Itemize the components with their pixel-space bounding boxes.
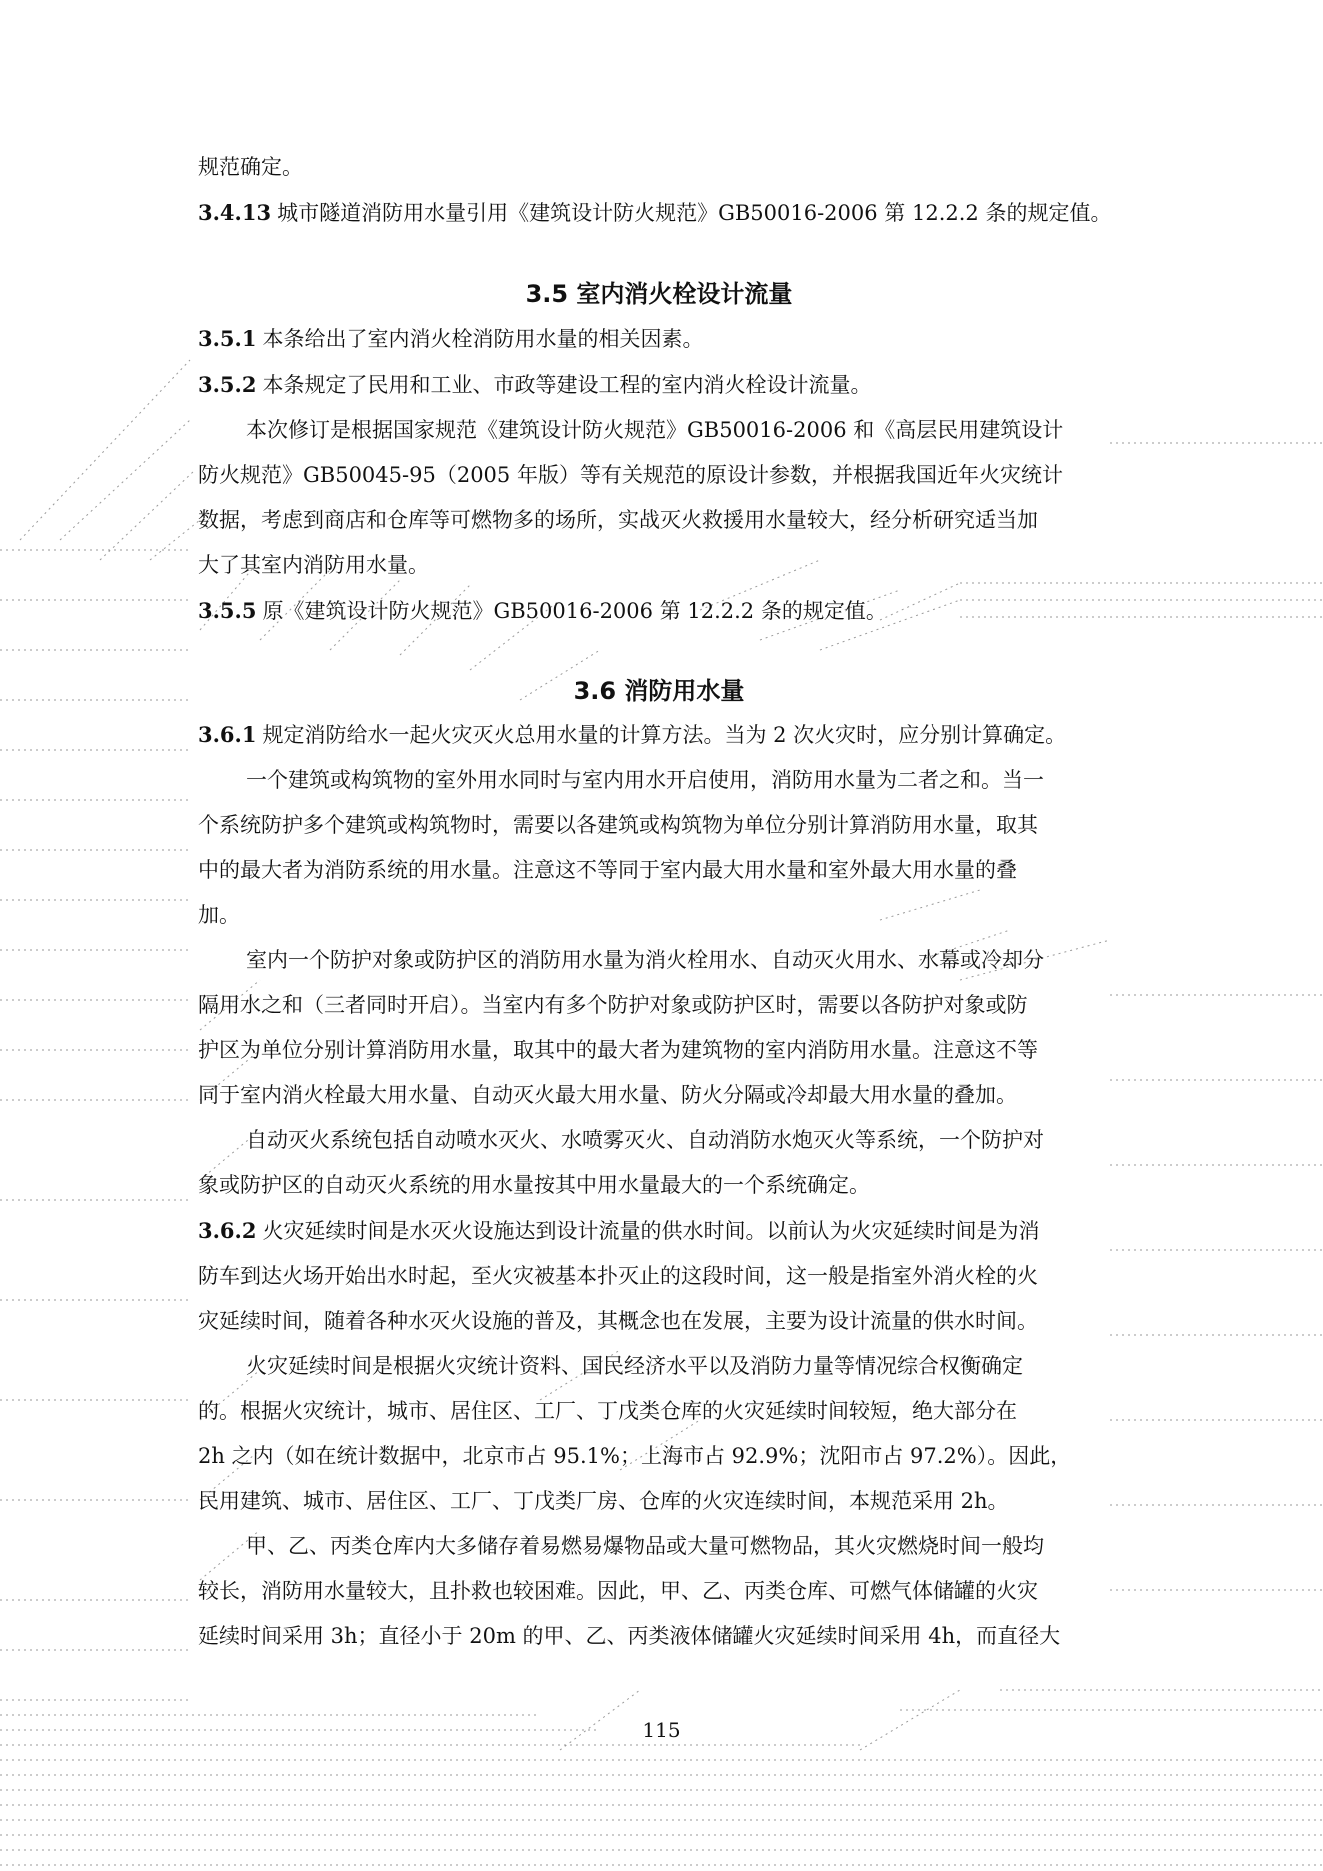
clause-3-5-5 <box>198 588 1120 634</box>
clause-number: 3.4.13 <box>198 200 272 225</box>
paragraph-line: 民用建筑、城市、居住区、工厂、丁戊类厂房、仓库的火灾连续时间，本规范采用 2h。 <box>198 1489 1009 1513</box>
clause-text: 火灾延续时间是水灭火设施达到设计流量的供水时间。以前认为火灾延续时间是为消 <box>262 1219 1040 1243</box>
paragraph-line: 本次修订是根据国家规范《建筑设计防火规范》GB50016-2006 和《高层民用建筑设计 <box>246 418 1064 442</box>
clause-text: 本条给出了室内消火栓消防用水量的相关因素。 <box>262 327 704 351</box>
page-number: 115 <box>642 1718 681 1742</box>
document-body <box>198 145 1120 1659</box>
paragraph-line: 甲、乙、丙类仓库内大多储存着易燃易爆物品或大量可燃物品，其火灾燃烧时间一般均 <box>246 1534 1044 1558</box>
clause-text: 本条规定了民用和工业、市政等建设工程的室内消火栓设计流量。 <box>262 373 872 397</box>
paragraph-line: 个系统防护多个建筑或构筑物时，需要以各建筑或构筑物为单位分别计算消防用水量，取其 <box>198 813 1038 837</box>
paragraph-line: 一个建筑或构筑物的室外用水同时与室内用水开启使用，消防用水量为二者之和。当一 <box>246 768 1044 792</box>
paragraph-line: 护区为单位分别计算消防用水量，取其中的最大者为建筑物的室内消防用水量。注意这不等 <box>198 1038 1038 1062</box>
clause-number: 3.6.2 <box>198 1218 257 1243</box>
paragraph-line: 的。根据火灾统计，城市、居住区、工厂、丁戊类仓库的火灾延续时间较短，绝大部分在 <box>198 1399 1017 1423</box>
paragraph-line: 隔用水之和（三者同时开启）。当室内有多个防护对象或防护区时，需要以各防护对象或防 <box>198 993 1028 1017</box>
paragraph-line: 火灾延续时间是根据火灾统计资料、国民经济水平以及消防力量等情况综合权衡确定 <box>246 1354 1023 1378</box>
section-heading-3-5: 3.5 室内消火栓设计流量 <box>525 280 793 308</box>
paragraph-line: 加。 <box>198 903 240 927</box>
clause-number: 3.5.5 <box>198 598 257 623</box>
clause-text: 规定消防给水一起火灾灭火总用水量的计算方法。当为 2 次火灾时，应分别计算确定。 <box>262 723 1067 747</box>
paragraph-line: 象或防护区的自动灭火系统的用水量按其中用水量最大的一个系统确定。 <box>198 1173 870 1197</box>
clause-3-6-1 <box>198 712 1120 758</box>
clause-3-6-2 <box>198 1208 1120 1254</box>
clause-3-5-2 <box>198 362 1120 408</box>
section-heading-3-6: 3.6 消防用水量 <box>573 677 745 705</box>
paragraph-line: 灾延续时间，随着各种水灭火设施的普及，其概念也在发展，主要为设计流量的供水时间。 <box>198 1309 1038 1333</box>
continued-line: 规范确定。 <box>198 155 303 179</box>
paragraph-line: 较长，消防用水量较大，且扑救也较困难。因此，甲、乙、丙类仓库、可燃气体储罐的火灾 <box>198 1579 1038 1603</box>
paragraph-line: 延续时间采用 3h；直径小于 20m 的甲、乙、丙类液体储罐火灾延续时间采用 4h，而直径大 <box>198 1624 1061 1648</box>
clause-3-5-1 <box>198 316 1120 362</box>
clause-number: 3.5.2 <box>198 372 257 397</box>
paragraph-line: 同于室内消火栓最大用水量、自动灭火最大用水量、防火分隔或冷却最大用水量的叠加。 <box>198 1083 1017 1107</box>
clause-number: 3.5.1 <box>198 326 257 351</box>
paragraph-line: 中的最大者为消防系统的用水量。注意这不等同于室内最大用水量和室外最大用水量的叠 <box>198 858 1017 882</box>
paragraph-line: 室内一个防护对象或防护区的消防用水量为消火栓用水、自动灭火用水、水幕或冷却分 <box>246 948 1044 972</box>
clause-3-4-13 <box>198 190 1120 236</box>
paragraph-line: 2h 之内（如在统计数据中，北京市占 95.1%；上海市占 92.9%；沈阳市占 97.2%）。因此， <box>198 1444 1072 1468</box>
clause-text: 原《建筑设计防火规范》GB50016-2006 第 12.2.2 条的规定值。 <box>262 599 887 623</box>
paragraph-line: 数据，考虑到商店和仓库等可燃物多的场所，实战灭火救援用水量较大，经分析研究适当加 <box>198 508 1038 532</box>
clause-text: 城市隧道消防用水量引用《建筑设计防火规范》GB50016-2006 第 12.2.2 条的规定值。 <box>277 201 1112 225</box>
paragraph-line: 防车到达火场开始出水时起，至火灾被基本扑灭止的这段时间，这一般是指室外消火栓的火 <box>198 1264 1038 1288</box>
paragraph-line: 防火规范》GB50045-95（2005 年版）等有关规范的原设计参数，并根据我国近年火灾统计 <box>198 463 1063 487</box>
clause-number: 3.6.1 <box>198 722 257 747</box>
paragraph-line: 自动灭火系统包括自动喷水灭火、水喷雾灭火、自动消防水炮灭火等系统，一个防护对 <box>246 1128 1044 1152</box>
paragraph-line: 大了其室内消防用水量。 <box>198 553 429 577</box>
